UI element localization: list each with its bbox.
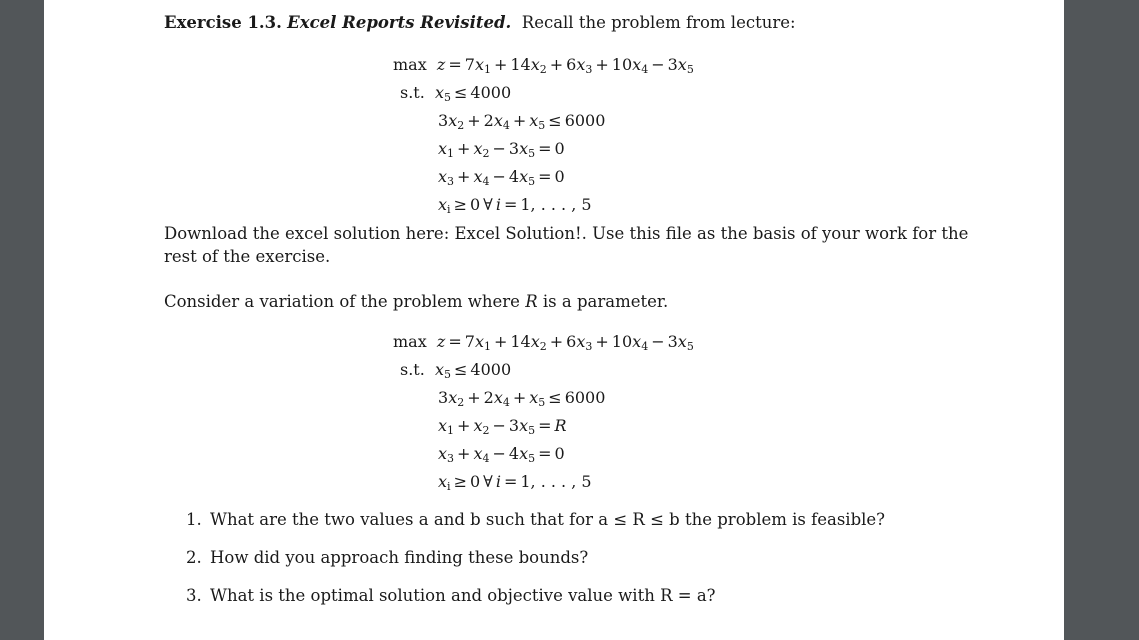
lp2-constraint-4: $x_3 + x_4 - 4x_5 = 0$ xyxy=(438,444,565,465)
lp2-objective: $\max z = 7x_1 + 14x_2 + 6x_3 + 10x_4 - 3x_5$ xyxy=(393,332,694,353)
lp1-constraint-4: $x_3 + x_4 - 4x_5 = 0$ xyxy=(438,167,565,188)
lp1-constraint-1: s.t. $x_5 \le 4000$ xyxy=(400,83,512,104)
question-2: 2. How did you approach finding these bounds? xyxy=(186,548,589,567)
download-line-1: Download the excel solution here: Excel Solution!. Use this file as the basis of your work for the xyxy=(164,224,969,243)
exercise-heading xyxy=(164,13,796,32)
exercise-title: Excel Reports Revisited. xyxy=(287,13,512,32)
variation-text: Consider a variation of the problem where R is a parameter. xyxy=(164,292,669,311)
question-3: 3. What is the optimal solution and objective value with R = a? xyxy=(186,586,716,605)
document-page xyxy=(44,0,1064,640)
question-1: 1. What are the two values a and b such that for a ≤ R ≤ b the problem is feasible? xyxy=(186,510,886,529)
lp1-constraint-5: $x_i \ge 0$ ∀ i = 1, . . . , 5 xyxy=(438,195,592,216)
exercise-intro: Recall the problem from lecture: xyxy=(521,13,796,32)
lp1-constraint-2: $3x_2 + 2x_4 + x_5 \le 6000$ xyxy=(438,111,606,132)
download-line-2: rest of the exercise. xyxy=(164,247,331,266)
lp2-constraint-5: $x_i \ge 0$ ∀ i = 1, . . . , 5 xyxy=(438,472,592,493)
lp2-constraint-3: $x_1 + x_2 - 3x_5 = R$ xyxy=(438,416,567,437)
lp2-constraint-1: s.t. $x_5 \le 4000$ xyxy=(400,360,512,381)
lp1-constraint-3: $x_1 + x_2 - 3x_5 = 0$ xyxy=(438,139,565,160)
exercise-number: Exercise 1.3. xyxy=(164,13,282,32)
lp2-constraint-2: $3x_2 + 2x_4 + x_5 \le 6000$ xyxy=(438,388,606,409)
lp1-objective: $\max z = 7x_1 + 14x_2 + 6x_3 + 10x_4 - 3x_5$ xyxy=(393,55,694,76)
